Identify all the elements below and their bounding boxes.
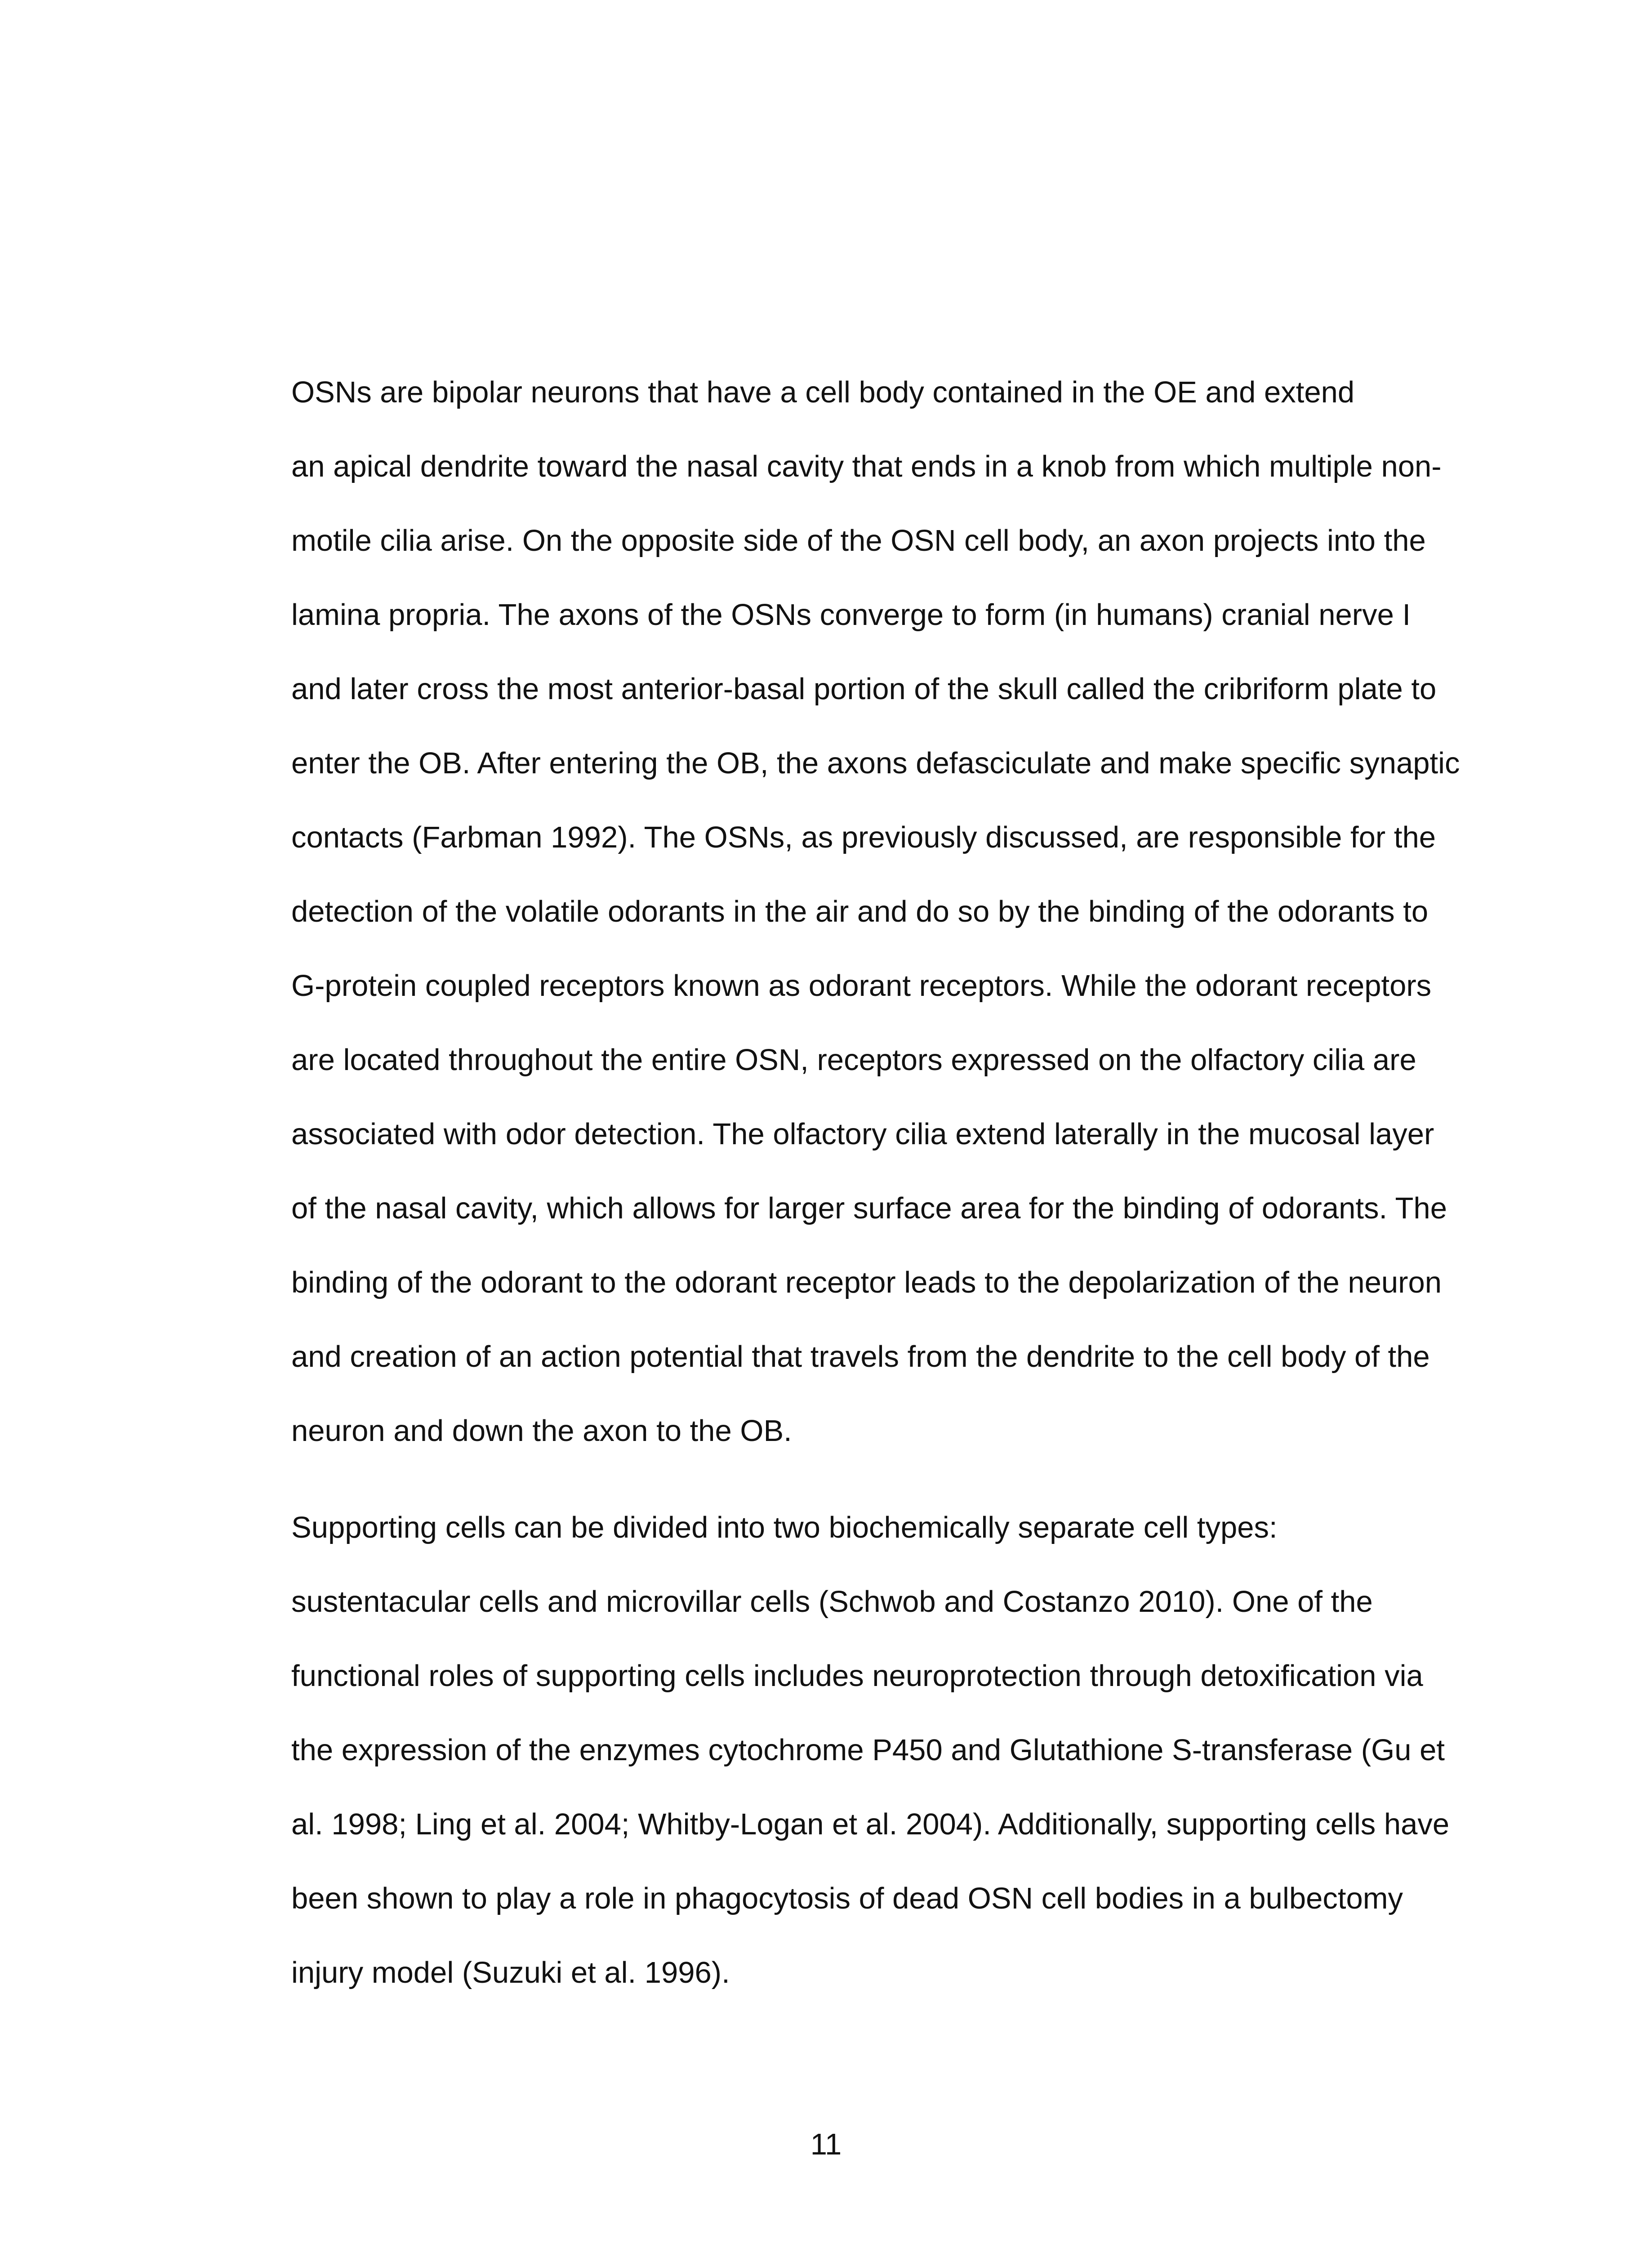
text-line: enter the OB. After entering the OB, the axons defasciculate and make specific synaptic [291,746,1460,780]
text-line: contacts (Farbman 1992). The OSNs, as previously discussed, are responsible for the [291,821,1436,854]
page-number: 11 [810,2128,842,2161]
text-line: G-protein coupled receptors known as odorant receptors. While the odorant receptors [291,969,1432,1003]
body-text [194,355,1462,2010]
text-line: functional roles of supporting cells includes neuroprotection through detoxification via [291,1659,1423,1693]
text-line: injury model (Suzuki et al. 1996). [291,1956,730,1989]
text-line: Supporting cells can be divided into two biochemically separate cell types: [291,1511,1278,1544]
text-line: lamina propria. The axons of the OSNs converge to form (in humans) cranial nerve I [291,598,1411,632]
text-line: the expression of the enzymes cytochrome P450 and Glutathione S-transferase (Gu et [291,1733,1445,1767]
text-line: detection of the volatile odorants in the air and do so by the binding of the odorants to [291,895,1429,928]
text-line: are located throughout the entire OSN, receptors expressed on the olfactory cilia are [291,1043,1416,1077]
text-line: al. 1998; Ling et al. 2004; Whitby-Logan et al. 2004). Additionally, supporting cells have [291,1807,1450,1841]
text-line: of the nasal cavity, which allows for larger surface area for the binding of odorants. The [291,1191,1447,1225]
text-line: an apical dendrite toward the nasal cavity that ends in a knob from which multiple non- [291,450,1442,483]
text-line: neuron and down the axon to the OB. [291,1414,792,1448]
text-line: sustentacular cells and microvillar cells (Schwob and Costanzo 2010). One of the [291,1585,1373,1619]
text-line: associated with odor detection. The olfactory cilia extend laterally in the mucosal layer [291,1117,1434,1151]
text-line: been shown to play a role in phagocytosis of dead OSN cell bodies in a bulbectomy [291,1882,1403,1915]
text-line: motile cilia arise. On the opposite side of the OSN cell body, an axon projects into the [291,524,1426,558]
paragraph-supporting-cells [194,1490,1462,2010]
paragraph-osn-description [194,355,1462,1468]
text-line: OSNs are bipolar neurons that have a cell body contained in the OE and extend [291,375,1355,409]
text-line: and creation of an action potential that travels from the dendrite to the cell body of the [291,1340,1430,1374]
text-line: binding of the odorant to the odorant receptor leads to the depolarization of the neuron [291,1266,1442,1299]
text-line: and later cross the most anterior-basal portion of the skull called the cribriform plate to [291,672,1437,706]
